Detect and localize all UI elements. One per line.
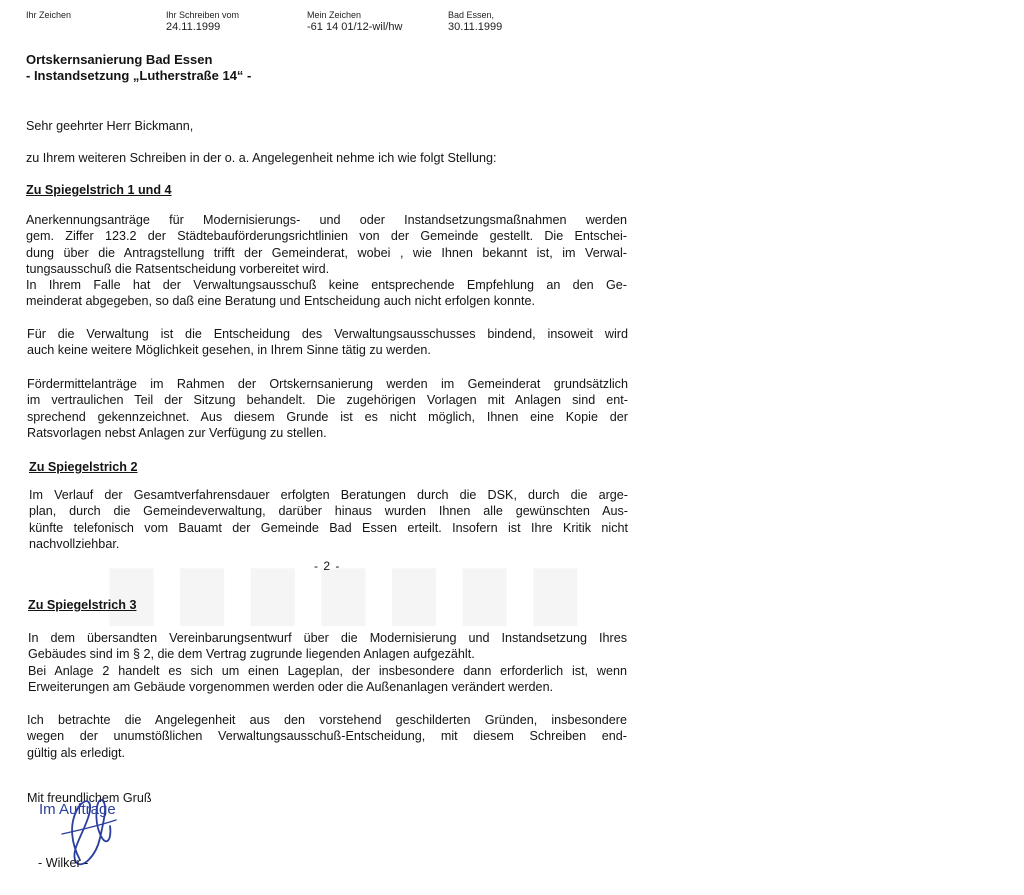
ref-datum (448, 10, 502, 34)
text-line: dung über die Antragstellung trifft der Gemeinderat, wobei , wie Ihnen bekannt ist, im Verwal- (26, 245, 627, 260)
text-line: auch keine weitere Möglichkeit gesehen, in Ihrem Sinne tätig zu werden. (27, 343, 431, 358)
text-line: Fördermittelanträge im Rahmen der Ortskernsanierung werden im Gemeinderat grundsätzlich (27, 377, 628, 391)
text-line: Im Verlauf der Gesamtverfahrensdauer erfolgten Beratungen durch die DSK, durch die arge- (29, 488, 628, 502)
section-3-paragraph-1 (28, 630, 627, 695)
text-line: gültig als erledigt. (27, 745, 126, 760)
text-line: im vertraulichen Teil der Sitzung behandelt. Die zugehörigen Vorlagen mit Anlagen sind ent- (27, 393, 628, 408)
text-line: In dem übersandten Vereinbarungsentwurf über die Modernisierung und Instandsetzung Ihres (28, 631, 627, 645)
ref-mein-zeichen (307, 10, 402, 34)
subject-line-2: - Instandsetzung „Lutherstraße 14“ - (26, 68, 252, 83)
text-line: wegen der unumstößlichen Verwaltungsausschuß-Entscheidung, mit diesem Schreiben end- (27, 729, 627, 744)
section-heading-2: Zu Spiegelstrich 2 (29, 460, 138, 474)
section-1-paragraph-1 (26, 212, 627, 310)
section-heading-3: Zu Spiegelstrich 3 (28, 598, 137, 612)
signer-name: - Wilker - (38, 856, 89, 870)
intro-paragraph: zu Ihrem weiteren Schreiben in der o. a. Angelegenheit nehme ich wie folgt Stellung: (26, 151, 497, 165)
text-line: Ratsvorlagen nebst Anlagen zur Verfügung zu stellen. (27, 425, 327, 440)
ref-ihr-schreiben-value: 24.11.1999 (166, 21, 221, 33)
text-line: In Ihrem Falle hat der Verwaltungsausschuß keine entsprechende Empfehlung an den Ge- (26, 278, 627, 293)
section-1-paragraph-3 (27, 376, 628, 441)
text-line: Bei Anlage 2 handelt es sich um einen Lageplan, der insbesondere dann erforderlich ist, wenn (28, 663, 627, 678)
text-line: Anerkennungsanträge für Modernisierungs- und oder Instandsetzungsmaßnahmen werden (26, 213, 627, 227)
text-line: künfte telefonisch vom Bauamt der Gemeinde Bad Essen erteilt. Insofern ist Ihre Kritik nicht (29, 520, 628, 535)
ref-ihr-zeichen (26, 10, 71, 21)
section-heading-1-4: Zu Spiegelstrich 1 und 4 (26, 183, 172, 197)
text-line: meinderat abgegeben, so daß eine Beratung und Entscheidung auch nicht erfolgen konnte. (26, 294, 536, 309)
im-auftrage-stamp: Im Auftrage (39, 801, 116, 818)
text-line: Erweiterungen am Gebäude vorgenommen werden oder die Außenanlagen verändert werden. (28, 679, 554, 694)
section-2-paragraph-1 (29, 487, 628, 552)
section-3-paragraph-2 (27, 712, 627, 761)
section-1-paragraph-2 (27, 326, 628, 359)
ref-ihr-schreiben (166, 10, 239, 34)
subject-line-1: Ortskernsanierung Bad Essen (26, 52, 213, 67)
text-line: Ich betrachte die Angelegenheit aus den vorstehend geschilderten Gründen, insbesondere (27, 713, 627, 727)
ref-mein-zeichen-label: Mein Zeichen (307, 10, 362, 20)
salutation: Sehr geehrter Herr Bickmann, (26, 119, 194, 133)
ref-datum-value: 30.11.1999 (448, 21, 503, 33)
bleed-through-artifact (110, 560, 583, 626)
text-line: sprechend gekennzeichnet. Aus diesem Grunde ist es nicht möglich, Ihnen eine Kopie der (27, 409, 628, 424)
ref-ihr-schreiben-label: Ihr Schreiben vom (166, 10, 240, 20)
text-line: Für die Verwaltung ist die Entscheidung des Verwaltungsausschusses bindend, insoweit wird (27, 327, 628, 341)
ref-mein-zeichen-value: -61 14 01/12-wil/hw (307, 21, 403, 33)
ref-ort-label: Bad Essen, (448, 10, 495, 20)
page-number: - 2 - (314, 559, 341, 573)
text-line: gem. Ziffer 123.2 der Städtebauförderungsrichtlinien von der Gemeinde gestellt. Die Entschei- (26, 229, 627, 244)
closing-greeting: Mit freundlichem Gruß (27, 791, 152, 805)
ref-ihr-zeichen-label: Ihr Zeichen (26, 10, 72, 20)
text-line: plan, durch die Gemeindeverwaltung, darüber hinaus wurden Ihnen alle gewünschten Aus- (29, 504, 628, 519)
text-line: Gebäudes sind im § 2, die dem Vertrag zugrunde liegenden Anlagen aufgezählt. (28, 647, 475, 662)
subject (26, 52, 251, 84)
text-line: tungsausschuß die Ratsentscheidung vorbereitet wird. (26, 261, 330, 276)
text-line: nachvollziehbar. (29, 536, 120, 551)
